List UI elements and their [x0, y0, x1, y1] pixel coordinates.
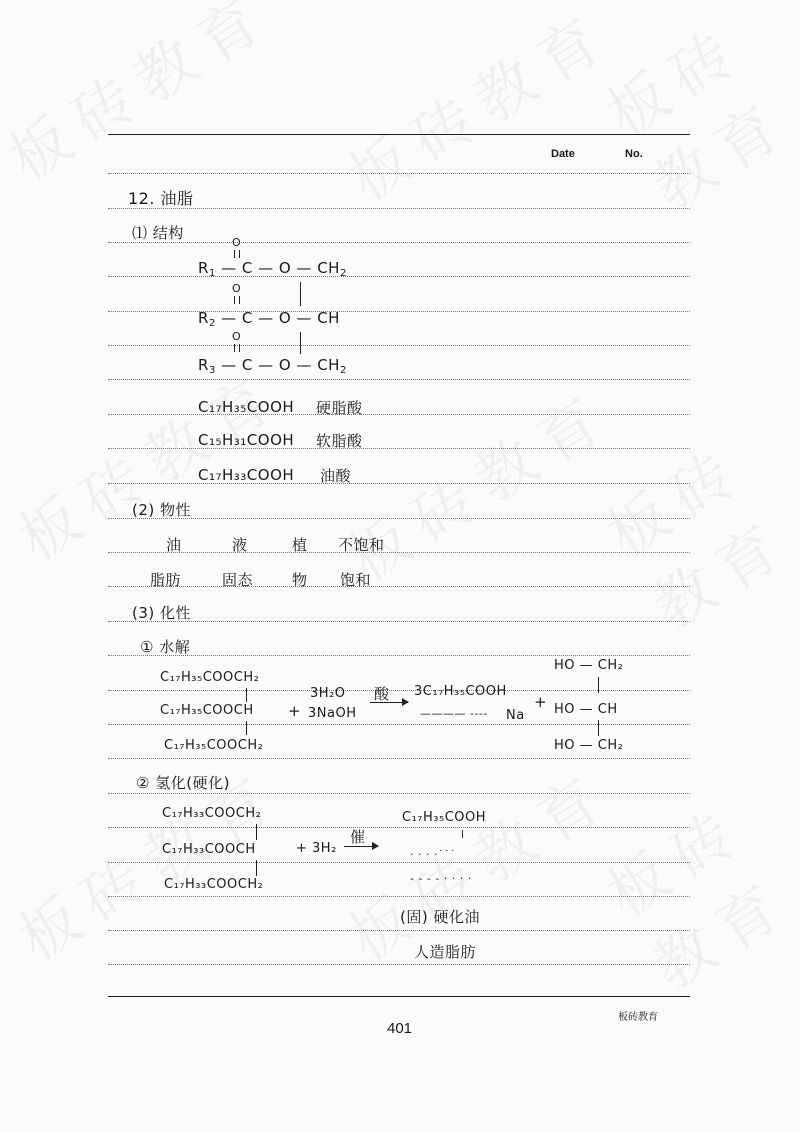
reagent-water: 3H₂O — [310, 686, 346, 701]
header-rule — [108, 134, 690, 135]
page-number: 401 — [387, 1020, 413, 1037]
glycerol-bond — [300, 282, 301, 306]
ruled-line — [108, 827, 690, 828]
fatty-acid-formula: C₁₇H₃₅COOH — [198, 398, 295, 416]
ester-line: C₁₇H₃₅COOCH — [160, 703, 254, 718]
ruled-line — [108, 518, 690, 519]
structure-row-2 — [198, 309, 340, 329]
number-label: No. — [625, 148, 643, 160]
glycerol-bond — [598, 720, 599, 736]
fatty-acid-formula: C₁₅H₃₁COOH — [198, 431, 295, 449]
structure-row-1 — [198, 259, 347, 279]
product-tick — [462, 830, 463, 838]
ester-line: C₁₇H₃₃COOCH₂ — [162, 806, 262, 821]
product-acid: 3C₁₇H₃₅COOH — [414, 684, 507, 699]
ruled-line — [108, 586, 690, 587]
r-group: R — [198, 309, 209, 327]
hydrolysis-heading: ① 水解 — [140, 638, 191, 656]
ruled-line — [108, 345, 690, 346]
carbonyl-oxygen: O — [232, 236, 242, 249]
footer-rule — [108, 996, 690, 997]
ester-chain: — C — O — CH — [215, 356, 340, 374]
oil-label: 油 — [166, 536, 182, 554]
fatty-acid-name: 硬脂酸 — [316, 399, 363, 417]
product-salt-na: Na — [506, 708, 525, 723]
ester-bond — [246, 688, 247, 702]
ester-line: C₁₇H₃₃COOCH₂ — [164, 877, 264, 892]
plant-label: 植 — [292, 536, 308, 554]
arrow-head-icon — [372, 842, 379, 850]
structure-heading: ⑴ 结构 — [132, 224, 184, 242]
fatty-acid-name: 油酸 — [320, 467, 352, 485]
artificial-fat-note: 人造脂肪 — [414, 943, 477, 961]
glycerol-bond — [598, 677, 599, 693]
double-bond — [234, 296, 240, 304]
glycerol-line: HO — CH₂ — [554, 658, 624, 673]
plus-sign: + — [534, 693, 548, 711]
ruled-line — [108, 379, 690, 380]
ruled-line — [108, 208, 690, 209]
plus-sign: + — [288, 702, 302, 720]
watermark — [588, 405, 800, 646]
r-group: R — [198, 259, 209, 277]
ruled-line — [108, 242, 690, 243]
r-subscript: 1 — [208, 268, 216, 279]
ester-line: C₁₇H₃₅COOCH₂ — [160, 670, 260, 685]
structure-row-3 — [198, 356, 347, 376]
ruled-line — [108, 690, 690, 691]
double-bond — [234, 344, 240, 352]
watermark — [0, 348, 296, 578]
ch2-subscript: 2 — [339, 365, 347, 376]
watermark — [330, 748, 627, 978]
product-acid: C₁₇H₃₅COOH — [402, 810, 487, 825]
ester-bond — [246, 721, 247, 735]
fat-label: 脂肪 — [150, 571, 182, 589]
r-group: R — [198, 356, 209, 374]
section-title: 12. 油脂 — [128, 189, 194, 208]
date-label: Date — [551, 148, 575, 160]
watermark — [588, 765, 800, 1006]
watermark — [0, 0, 286, 198]
solid-label: 固态 — [222, 571, 254, 589]
double-bond — [234, 250, 240, 258]
product-dots: · · · ·˙˙˙ — [410, 848, 456, 861]
reagent-naoh: 3NaOH — [308, 706, 357, 721]
ruled-line — [108, 655, 690, 656]
ruled-line — [108, 552, 690, 553]
ruled-line — [108, 621, 690, 622]
brand-label: 板砖教育 — [618, 1012, 658, 1023]
ruled-line — [108, 414, 690, 415]
ruled-line — [108, 758, 690, 759]
ester-line: C₁₇H₃₃COOCH — [162, 842, 256, 857]
watermark — [588, 0, 800, 227]
glycerol-line: HO — CH — [554, 702, 618, 717]
arrow-head-icon — [402, 698, 409, 706]
saturated-label: 饱和 — [340, 571, 372, 589]
ruled-line — [108, 311, 690, 312]
ruled-line — [108, 173, 690, 174]
glycerol-bond — [300, 332, 301, 354]
ester-chain: — C — O — CH — [215, 259, 340, 277]
r-subscript: 3 — [208, 365, 216, 376]
hardened-oil-note: (固) 硬化油 — [400, 908, 480, 926]
ruled-line — [108, 930, 690, 931]
product-dots: - - - - · · · · — [410, 872, 472, 885]
ester-bond — [256, 824, 257, 840]
ester-line: C₁₇H₃₅COOCH₂ — [164, 738, 264, 753]
glycerol-line: HO — CH₂ — [554, 738, 624, 753]
chemical-heading: (3) 化性 — [132, 604, 192, 622]
ruled-line — [108, 862, 690, 863]
ester-bond — [256, 860, 257, 876]
hydrogen-reagent: + 3H₂ — [296, 841, 337, 856]
unsaturated-label: 不饱和 — [338, 536, 385, 554]
carbonyl-oxygen: O — [232, 282, 242, 295]
liquid-label: 液 — [232, 536, 248, 554]
watermark — [330, 0, 627, 218]
fatty-acid-name: 软脂酸 — [316, 432, 363, 450]
product-salt-dashes: ———— ---- — [420, 707, 488, 720]
animal-label: 物 — [292, 571, 308, 589]
fatty-acid-formula: C₁₇H₃₃COOH — [198, 466, 295, 484]
r-subscript: 2 — [208, 318, 216, 329]
ruled-line — [108, 448, 690, 449]
ruled-line — [108, 483, 690, 484]
ester-chain: — C — O — CH — [215, 309, 340, 327]
ruled-line — [108, 896, 690, 897]
catalyst-label: 催 — [350, 828, 366, 846]
ruled-line — [108, 276, 690, 277]
ruled-line — [108, 964, 690, 965]
ruled-line — [108, 724, 690, 725]
carbonyl-oxygen: O — [232, 330, 242, 343]
acid-catalyst: 酸 — [374, 685, 390, 703]
physical-heading: (2) 物性 — [132, 501, 192, 519]
ch2-subscript: 2 — [339, 268, 347, 279]
ruled-line — [108, 793, 690, 794]
hydrogenation-heading: ② 氢化(硬化) — [136, 774, 230, 792]
